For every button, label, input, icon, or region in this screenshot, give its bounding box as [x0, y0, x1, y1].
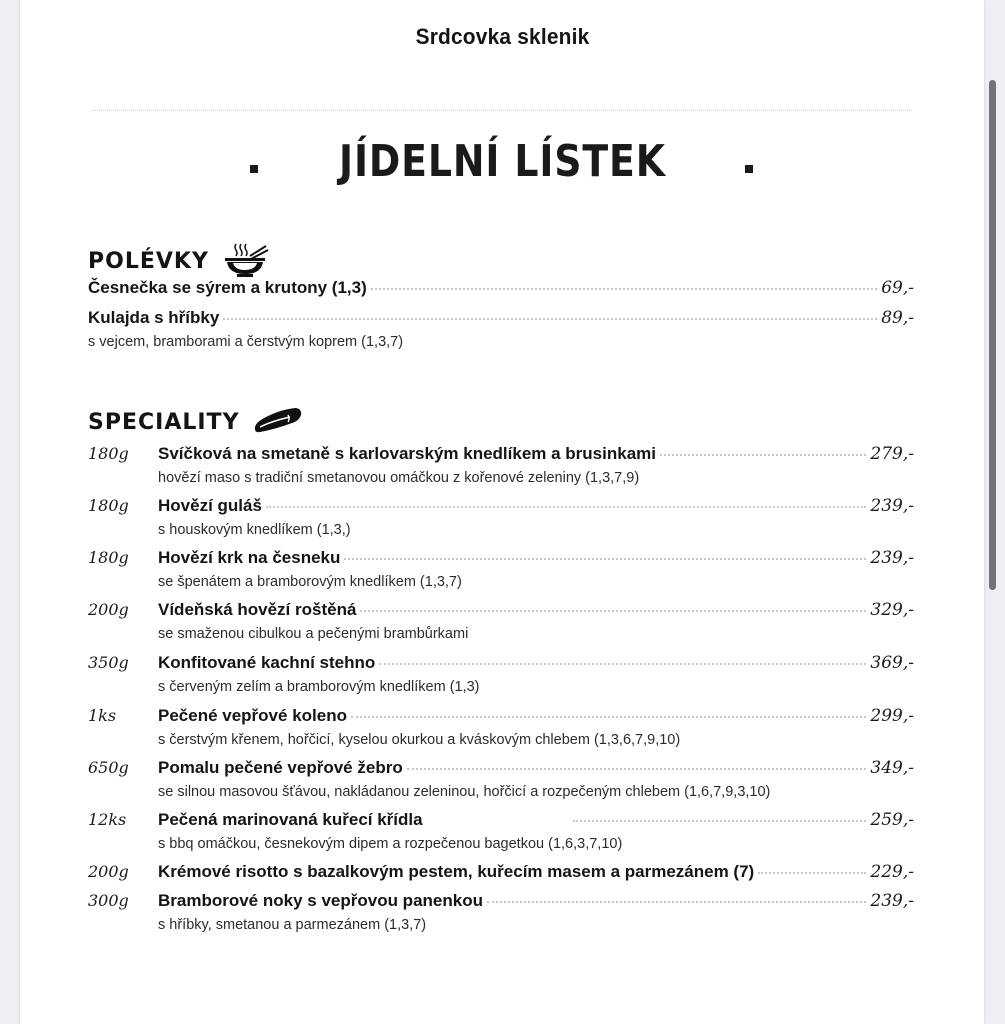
- item-weight: 200g: [88, 862, 129, 881]
- dotted-leader: [660, 454, 866, 456]
- item-weight: 180g: [88, 496, 129, 515]
- item-name: Konfitované kachní stehno: [158, 653, 376, 672]
- menu-item: [88, 862, 914, 888]
- dotted-leader: [351, 716, 866, 718]
- dotted-leader: [371, 288, 877, 290]
- section-title: POLÉVKY: [88, 249, 209, 274]
- menu-item: [88, 308, 914, 334]
- item-weight: 650g: [88, 758, 129, 777]
- item-price: 329,-: [870, 600, 914, 620]
- dotted-leader: [266, 506, 866, 508]
- dotted-leader: [344, 558, 866, 560]
- divider: [92, 110, 912, 111]
- item-weight: 300g: [88, 891, 129, 910]
- item-description: s hříbky, smetanou a parmezánem (1,3,7): [158, 917, 427, 933]
- menu-item: [88, 444, 914, 470]
- item-price: 279,-: [870, 444, 914, 464]
- item-description: s bbq omáčkou, česnekovým dipem a rozpečenou bagetkou (1,6,3,7,10): [158, 836, 623, 852]
- menu-item: [88, 496, 914, 522]
- dotted-leader: [360, 610, 866, 612]
- item-weight: 350g: [88, 653, 129, 672]
- menu-item: [88, 810, 914, 836]
- item-price: 239,-: [870, 548, 914, 568]
- item-name: Hovězí guláš: [158, 496, 262, 515]
- dotted-leader: [573, 820, 867, 822]
- menu-item: [88, 600, 914, 626]
- item-description: hovězí maso s tradiční smetanovou omáčkou z kořenové zeleniny (1,3,7,9): [158, 470, 640, 486]
- item-price: 259,-: [870, 810, 914, 830]
- item-name: Vídeňská hovězí roštěná: [158, 600, 357, 619]
- item-name: Pečené vepřové koleno: [158, 706, 347, 725]
- item-price: 89,-: [881, 308, 914, 328]
- item-price: 349,-: [870, 758, 914, 778]
- item-name: Krémové risotto s bazalkovým pestem, kuřecím masem a parmezánem (7): [158, 862, 755, 881]
- site-title: Srdcovka sklenik: [415, 24, 590, 49]
- menu-item: [88, 706, 914, 732]
- item-name: Bramborové noky s vepřovou panenkou: [158, 891, 483, 910]
- item-description: se špenátem a bramborovým knedlíkem (1,3,7): [158, 574, 462, 590]
- item-description: s houskovým knedlíkem (1,3,): [158, 522, 351, 538]
- dotted-leader: [758, 872, 866, 874]
- menu-item: [88, 548, 914, 574]
- menu-item: [88, 653, 914, 679]
- menu-item: [88, 758, 914, 784]
- item-description: s červeným zelím a bramborovým knedlíkem (1,3): [158, 679, 480, 695]
- dotted-leader: [487, 901, 866, 903]
- item-description: s vejcem, bramborami a čerstvým koprem (1,3,7): [88, 334, 404, 350]
- meat-steak-icon: [252, 405, 304, 440]
- item-name: Pomalu pečené vepřové žebro: [158, 758, 403, 777]
- item-name: Česnečka se sýrem a krutony (1,3): [88, 278, 367, 297]
- soup-bowl-icon: [221, 240, 271, 283]
- section-title: SPECIALITY: [88, 410, 240, 435]
- item-price: 239,-: [870, 496, 914, 516]
- item-price: 69,-: [881, 278, 914, 298]
- menu-item: [88, 278, 914, 304]
- item-price: 239,-: [870, 891, 914, 911]
- menu-item: [88, 891, 914, 917]
- item-weight: 180g: [88, 548, 129, 567]
- dotted-leader: [379, 663, 866, 665]
- item-price: 299,-: [870, 706, 914, 726]
- item-name: Hovězí krk na česneku: [158, 548, 341, 567]
- item-name: Svíčková na smetaně s karlovarským knedlíkem a brusinkami: [158, 444, 656, 463]
- dotted-leader: [407, 768, 867, 770]
- item-weight: 200g: [88, 600, 129, 619]
- item-description: se smaženou cibulkou a pečenými brambůrkami: [158, 626, 469, 642]
- item-weight: 180g: [88, 444, 129, 463]
- dotted-leader: [223, 318, 877, 320]
- item-name: Kulajda s hříbky: [88, 308, 220, 327]
- scrollbar-thumb[interactable]: [989, 80, 996, 590]
- item-price: 229,-: [870, 862, 914, 882]
- item-weight: 12ks: [88, 810, 127, 829]
- section-heading-soups: [88, 240, 271, 283]
- item-price: 369,-: [870, 653, 914, 673]
- title-bullet-right: [745, 165, 753, 173]
- item-weight: 1ks: [88, 706, 117, 725]
- item-description: se silnou masovou šťávou, nakládanou zeleninou, hořčicí a rozpečeným chlebem (1,6,7,9,3,10): [158, 784, 771, 800]
- menu-title: JÍDELNÍ LÍSTEK: [339, 136, 666, 187]
- item-name: Pečená marinovaná kuřecí křídla: [158, 810, 423, 829]
- item-description: s čerstvým křenem, hořčicí, kyselou okurkou a kváskovým chlebem (1,3,6,7,9,10): [158, 732, 681, 748]
- section-heading-specialities: [88, 405, 304, 440]
